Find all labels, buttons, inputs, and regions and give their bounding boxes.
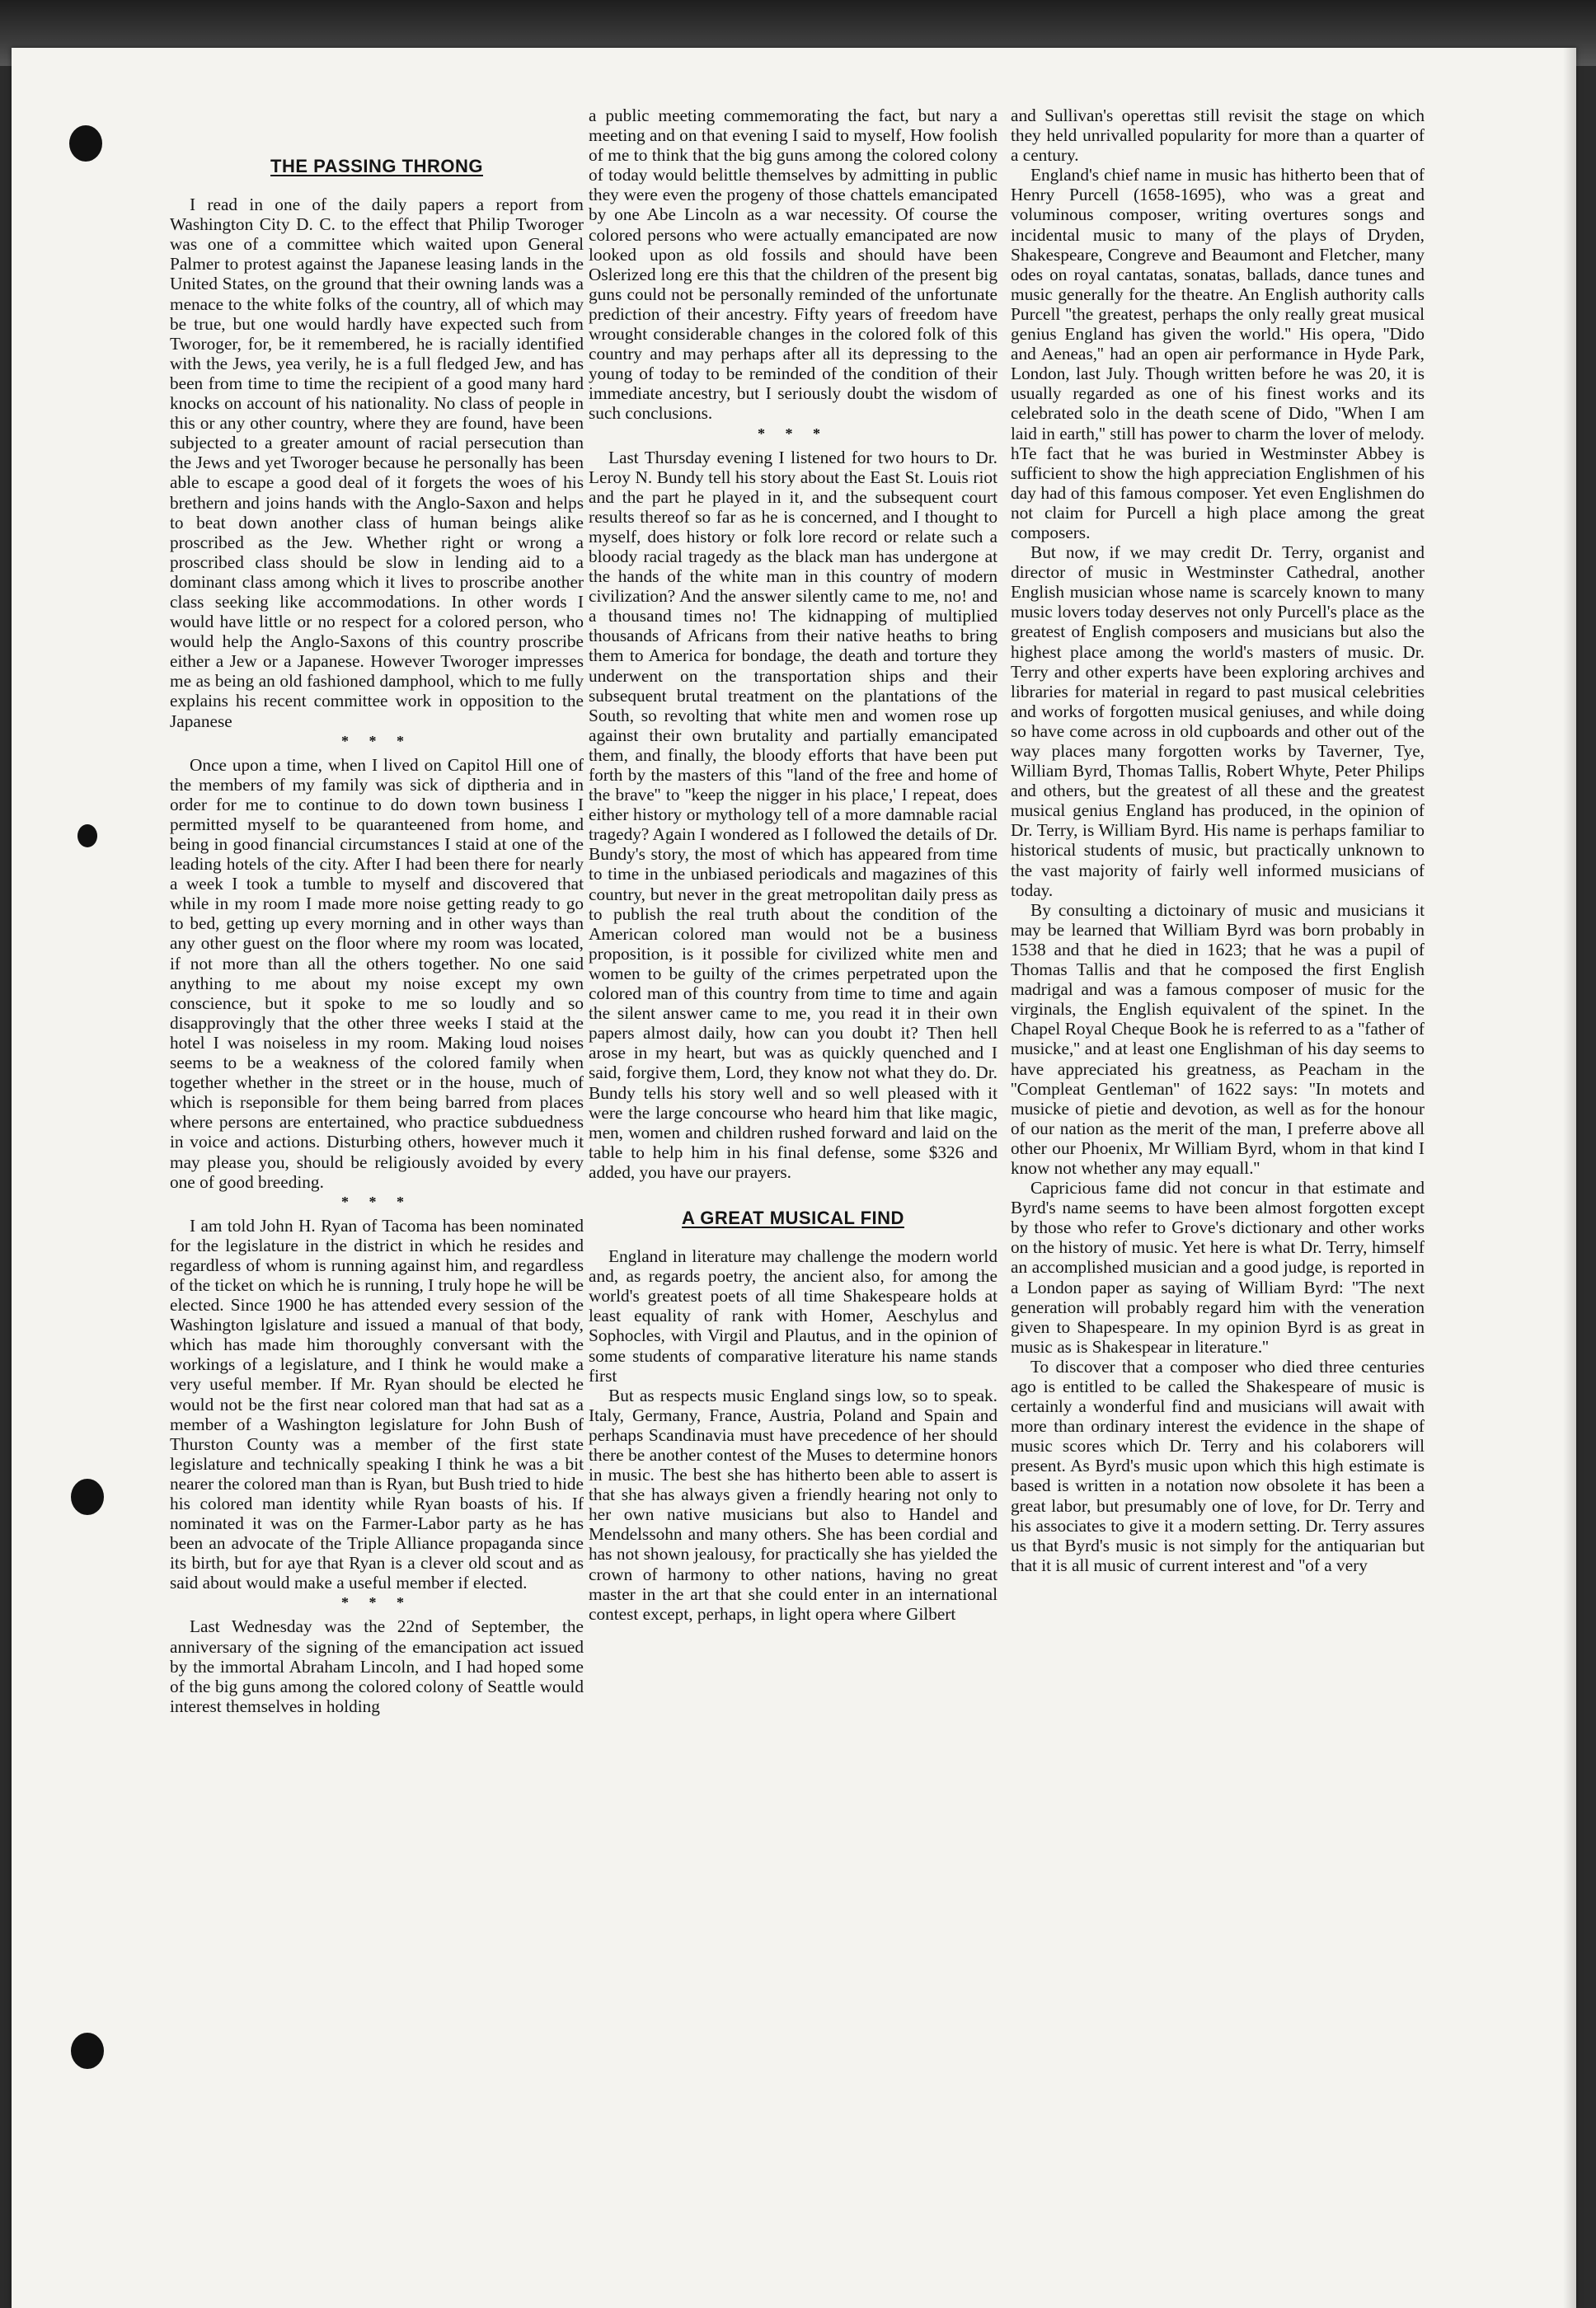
paragraph: a public meeting commemorating the fact, but nary a meeting and on that evening I said to myself, How foolish of me to think that the big guns among the colored colony of today would belittle themselves by admitting in public they were even the progeny of those chattels emancipated by one Abe Lincoln as a war necessity. Of course the colored persons who were actually emancipated are now looked upon as old fossils and should have been Oslerized long ere this that the children of the present big guns could not be personally reminded of the unfortunate prediction of their ancestry. Fifty years of freedom have wrought considerable changes in the colored folk of this country and may perhaps after all its depressing to the young of today to be reminded of the condition of their immediate ancestry, but I seriously doubt the wisdom of such conclusions. — [589, 106, 998, 424]
paragraph: By consulting a dictoinary of music and musicians it may be learned that William Byrd was born probably in 1538 and that he died in 1623; that he was a pupil of Thomas Tallis and that he composed the first English madrigal and was a famous composer of music for the virginals, the English equivalent of the spinet. In the Chapel Royal Cheque Book he is referred to as a ''father of musicke,'' and at least one Englishman of his day seems to have appreciated his greatness, as Peacham in the ''Compleat Gentleman'' of 1622 says: ''In motets and musicke of pietie and devotion, as well as for the honour of our nation as the merit of the man, I preferre above all other our Phoenix, Mr William Byrd, whom in that kind I know not whether any may equall.'' — [1011, 899, 1425, 1178]
punch-hole-2 — [77, 824, 97, 847]
paragraph: Capricious fame did not concur in that estimate and Byrd's name seems to have been almost forgotten except by those who refer to Grove's dictionary and other works on the history of music. Yet here is what Dr. Terry, himself an accomplished musician and a good judge, is reported in a London paper as saying of William Byrd: ''The next generation will probably regard him with the veneration given to Shapespeare. In my opinion Byrd is as great in music as is Shakespear in literature.'' — [1011, 1178, 1425, 1357]
page-edge-shadow — [1563, 48, 1576, 2308]
paragraph: But as respects music England sings low, so to speak. Italy, Germany, France, Austria, Poland and Spain and perhaps Scandinavia must have precedence of her should there be another contest of the Muses to determine honors in music. The best she has hitherto been able to assert is that she has always given a friendly hearing not only to her own native musicians but also to Handel and Mendelssohn and many others. She has been cordial and has not shown jealousy, for practically she has yielded the crown of harmony to other nations, having no great master in the art that she could enter in an international contest except, perhaps, in light opera where Gilbert — [589, 1385, 998, 1624]
section-separator: * * * — [341, 1193, 412, 1210]
column-1 — [170, 106, 584, 1716]
column-3 — [1011, 106, 1425, 1575]
punch-hole-1 — [69, 125, 102, 162]
punch-hole-3 — [71, 1479, 104, 1515]
column-2 — [589, 106, 998, 1624]
section-separator: * * * — [341, 1594, 412, 1611]
paragraph: England's chief name in music has hitherto been that of Henry Purcell (1658-1695), who was a great and voluminous composer, writing overtures songs and incidental music to many of the plays of Dryden, Shakespeare, Congreve and Beaumont and Fletcher, many odes on royal cantatas, sonatas, ballads, dance tunes and music generally for the theatre. An English authority calls Purcell ''the greatest, perhaps the only really great musical genius England has given the world.'' His opera, ''Dido and Aeneas,'' had an open air performance in Hyde Park, London, last July. Though written before he was 20, it is usually regarded as one of his finest works and its celebrated solo in the death scene of Dido, ''When I am laid in earth,'' still has power to charm the lover of melody. hTe fact that he was buried in Westminster Abbey is sufficient to show the high appreciation Englishmen of his day had of this famous composer. Yet even Englishmen do not claim for Purcell a high place among the great composers. — [1011, 165, 1425, 542]
paragraph: Once upon a time, when I lived on Capitol Hill one of the members of my family was sick of diptheria and in order for me to continue to do down town business I permitted myself to be quaranteened from home, and being in good financial circumstances I staid at one of the leading hotels of the city. After I had been there for nearly a week I took a tumble to myself and discovered that while in my room I made more noise getting ready to go to bed, getting up every morning and in other ways than any other guest on the floor where my room was located, if not more than all the others together. No one said anything to me about my noise except my own conscience, but it spoke to me so loudly and so disapprovingly that the other three weeks I staid at the hotel I was noiseless in my room. Making loud noises seems to be a weakness of the colored family when together whether in the street or in the house, much of which is rseponsible for them being barred from places where persons are entertained, who practice subduedness in voice and actions. Disturbing others, however much it may please you, should be religiously avoided by every one of good breeding. — [170, 754, 584, 1192]
section-separator: * * * — [758, 425, 829, 442]
paragraph: To discover that a composer who died three centuries ago is entitled to be called the Shakespeare of music is certainly a wonderful find and musicians will await with more than ordinary interest the evidence in the shape of music scores which Dr. Terry and his colaborers will present. As Byrd's music upon which this high estimate is based is written in a notation now obsolete it has been a great labor, but presumably one of love, for Dr. Terry and his associates to give it a modern setting. Dr. Terry assures us that Byrd's music is not simply for the antiquarian but that it is all music of current interest and ''of a very — [1011, 1356, 1425, 1575]
paragraph: England in literature may challenge the modern world and, as regards poetry, the ancient also, for among the world's greatest poets of all time Shakespeare holds at least equality of rank with Homer, Aeschylus and Sophocles, with Virgil and Plautus, and in the opinion of some students of comparative literature his name stands first — [589, 1246, 998, 1386]
paragraph: I read in one of the daily papers a report from Washington City D. C. to the effect that Philip Tworoger was one of a committee which waited upon General Palmer to protest against the Japanese leasing lands in the United States, on the ground that their owning lands was a menace to the white folks of the country, all of which may be true, but one would hardly have expected such from Tworoger, for, be it remembered, he is racially identified with the Jews, yea verily, he is a full fledged Jew, and has been from time to time the recipient of a good many hard knocks on account of his nationality. No class of people in this or any other country, where they are found, have been subjected to a greater amount of racial persecution than the Jews and yet Tworoger because he personally has been able to escape a good deal of it forgets the woes of his brethern and joins hands with the Anglo-Saxon and helps to beat down another class of human beings alike proscribed as the Jew. Whether right or wrong a proscribed class should be slow in lending aid to a dominant class among which it lives to proscribe another class seeking like accommodations. In other words I would have little or no respect for a colored person, who would help the Anglo-Saxons of this country proscribe either a Jew or a Japanese. However Tworoger impresses me as being an old fashioned damphool, which to me fully explains his recent committee work in opposition to the Japanese — [170, 195, 584, 731]
paragraph: Last Wednesday was the 22nd of September, the anniversary of the signing of the emancipation act issued by the immortal Abraham Lincoln, and I had hoped some of the big guns among the colored colony of Seattle would interest themselves in holding — [170, 1616, 584, 1716]
paragraph: and Sullivan's operettas still revisit the stage on which they held unrivalled popularity for more than a quarter of a century. — [1011, 106, 1425, 166]
punch-hole-4 — [71, 2033, 104, 2069]
article-heading-musical-find: A GREAT MUSICAL FIND — [682, 1207, 904, 1228]
paragraph: I am told John H. Ryan of Tacoma has been nominated for the legislature in the district in which he resides and regardless of whom is running against him, and regardless of the ticket on which he is running, I truly hope he will be elected. Since 1900 he has attended every session of the Washington lgislature and issued a manual of that body, which has made him thoroughly conversant with the workings of a legislature, and I think he would make a very useful member. If Mr. Ryan should be elected he would not be the first near colored man that had sat as a member of a Washington legislature for John Bush of Thurston County was a member of the first state legislature and technically speaking I think he was a bit nearer the colored man than is Ryan, but Bush tried to hide his colored man identity while Ryan boasts of his. If nominated it was on the Farmer-Labor party as he has been an advocate of the Triple Alliance propaganda since its birth, but for aye that Ryan is a clever old scout and as said about would make a useful member if elected. — [170, 1215, 584, 1593]
paragraph: But now, if we may credit Dr. Terry, organist and director of music in Westminster Cathedral, another English musician whose name is scarcely known to many music lovers today deserves not only Purcell's place as the greatest of English composers and musicians but also the highest place among the world's masters of music. Dr. Terry and other experts have been exploring archives and libraries for material in regard to past musical celebrities and works of forgotten musical geniuses, and while doing so have come across in old cupboards and other out of the way places many forgotten works by Taverner, Tye, William Byrd, Thomas Tallis, Robert Whyte, Peter Philips and others, but the greatest of all these and the greatest musical genius England has produced, in the opinion of Dr. Terry, is William Byrd. His name is perhaps familiar to historical students of music, but practically unknown to the vast majority of fairly well informed musicians of today. — [1011, 542, 1425, 900]
section-separator: * * * — [341, 732, 412, 749]
paragraph: Last Thursday evening I listened for two hours to Dr. Leroy N. Bundy tell his story about the East St. Louis riot and the part he played in it, and the subsequent court results thereof so far as he is concerned, and I thought to myself, does history or folk lore record or relate such a bloody racial tragedy as the black man has undergone at the hands of the white man in this country of modern civilization? And the answer silently came to me, no! and a thousand times no! The kidnapping of multiplied thousands of Africans from their native heaths to bring them to America for bondage, the death and torture they underwent on the transportation ships and their subsequent brutal treatment on the plantations of the South, so revolting that white men and women rose up against their own brutality and partially emancipated them, and finally, the bloody efforts that have been put forth by the masters of this ''land of the free and home of the brave'' to ''keep the nigger in his place,' I repeat, does either history or mythology tell of a more damnable racial tragedy? Again I wondered as I followed the details of Dr. Bundy's story, the most of which has appeared from time to time in the unbiased periodicals and magazines of this country, but never in the great metropolitan daily press as to publish the real truth about the condition of the American colored man would not be a business proposition, is it possible for civilized white men and women to be guilty of the crimes perpetrated upon the colored man of this country from time to time and again the silent answer came to me, you read it in their own papers almost daily, how can you doubt it? Then hell arose in my heart, but was as quickly quenched and I said, forgive them, Lord, they know not what they do. Dr. Bundy tells his story well and so well pleased with it were the large concourse who heard him that like magic, men, women and children rushed forward and laid on the table to help him in his final defense, some $326 and added, you have our prayers. — [589, 447, 998, 1182]
article-heading-passing-throng: THE PASSING THRONG — [270, 156, 483, 176]
